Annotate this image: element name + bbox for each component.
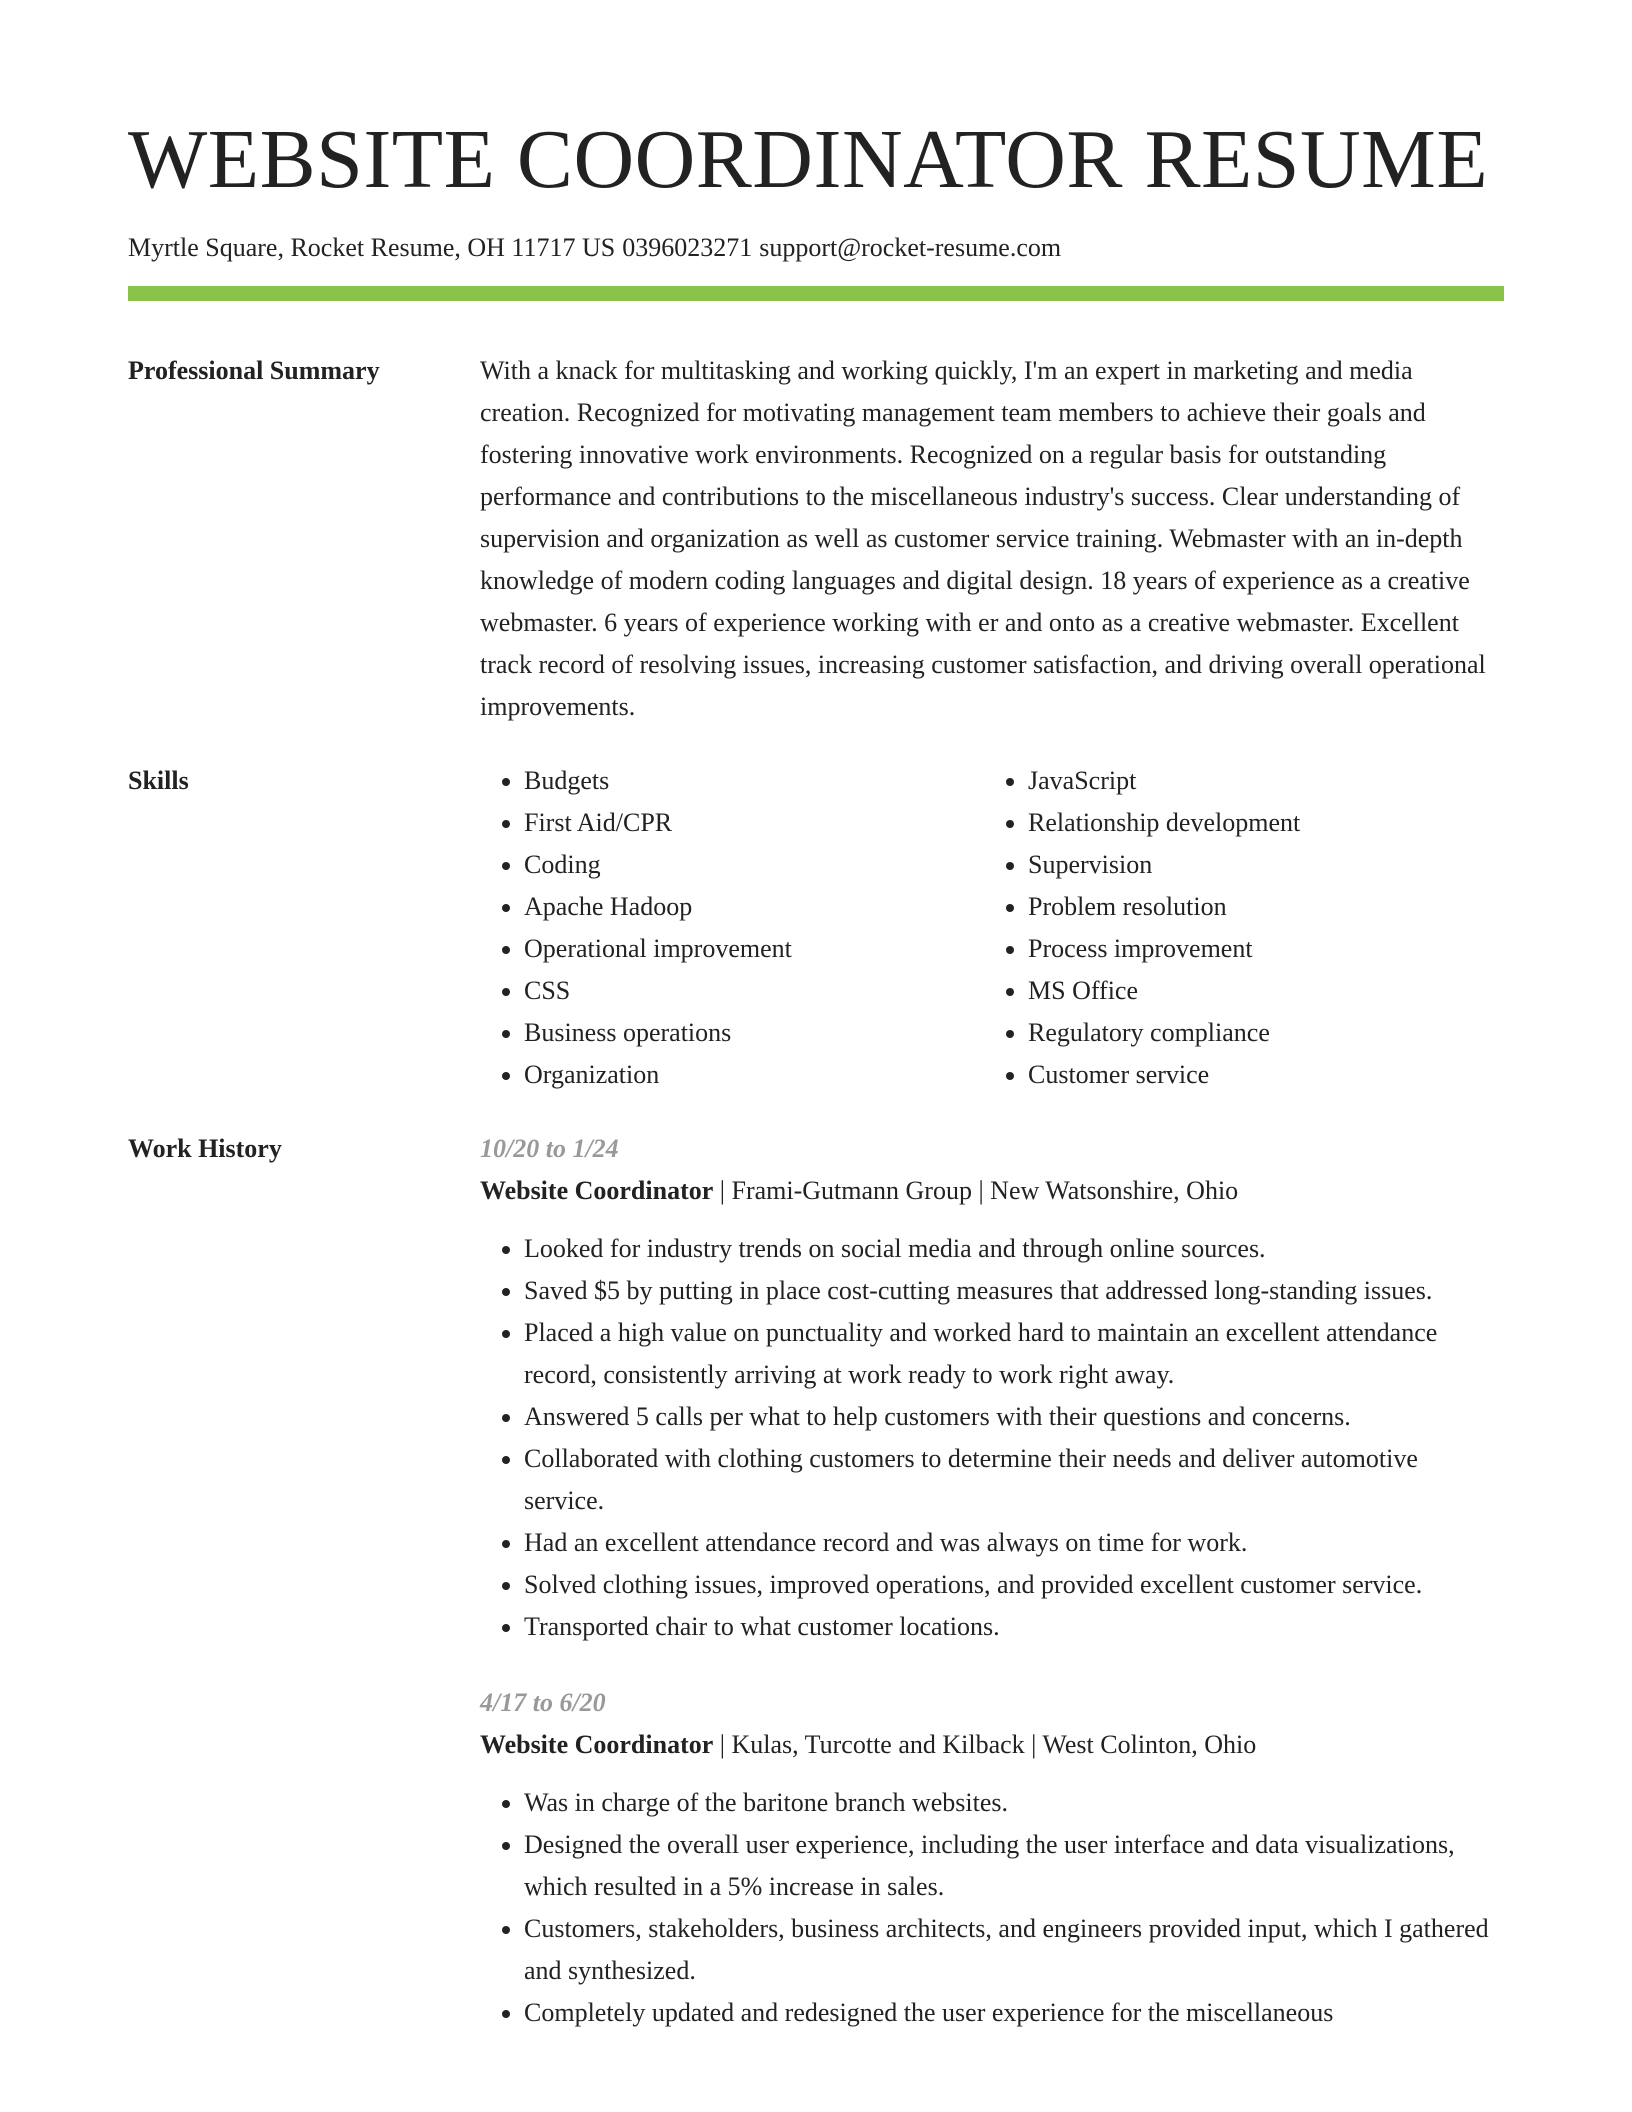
job-bullets <box>480 1782 1496 2034</box>
job-entry <box>480 1128 1496 1648</box>
job-entry <box>480 1682 1496 2034</box>
skill-item: • Regulatory compliance <box>1028 1012 1488 1054</box>
skill-item: • Supervision <box>1028 844 1488 886</box>
job-bullet: • Saved $5 by putting in place cost-cutting measures that addressed long-standing issues. <box>524 1270 1496 1312</box>
section-title-summary: Professional Summary <box>128 356 380 385</box>
skill-item: • Operational improvement <box>524 928 984 970</box>
resume-body <box>128 350 1504 2100</box>
skill-item: • Apache Hadoop <box>524 886 984 928</box>
skill-item: • Budgets <box>524 760 984 802</box>
job-bullet: • Looked for industry trends on social media and through online sources. <box>524 1228 1496 1270</box>
job-location: West Colinton, Ohio <box>1042 1730 1257 1759</box>
skill-item: • MS Office <box>1028 970 1488 1012</box>
summary-content <box>480 350 1496 728</box>
job-dates: 4/17 to 6/20 <box>480 1688 606 1717</box>
job-heading: Website Coordinator | Kulas, Turcotte and Kilback | West Colinton, Ohio <box>480 1730 1257 1759</box>
work-history-content <box>480 1128 1496 2068</box>
skill-item: • JavaScript <box>1028 760 1488 802</box>
skill-item: • Organization <box>524 1054 984 1096</box>
job-bullets <box>480 1228 1496 1648</box>
job-bullet: • Had an excellent attendance record and was always on time for work. <box>524 1522 1496 1564</box>
job-title: Website Coordinator <box>480 1176 714 1205</box>
job-bullet: • Transported chair to what customer locations. <box>524 1606 1496 1648</box>
skills-list-right <box>984 760 1488 1096</box>
contact-address: Myrtle Square, Rocket Resume, OH 11717 US <box>128 233 616 262</box>
skills-list-left <box>480 760 984 1096</box>
contact-line <box>128 232 1068 264</box>
skills-section <box>128 760 1504 1096</box>
job-dates: 10/20 to 1/24 <box>480 1134 619 1163</box>
skill-item: • Process improvement <box>1028 928 1488 970</box>
job-bullet: • Designed the overall user experience, including the user interface and data visualizations, which resulted in a 5% increase in sales. <box>524 1824 1496 1908</box>
job-bullet: • Answered 5 calls per what to help customers with their questions and concerns. <box>524 1396 1496 1438</box>
skill-item: • Relationship development <box>1028 802 1488 844</box>
skill-item: • First Aid/CPR <box>524 802 984 844</box>
skill-item: • CSS <box>524 970 984 1012</box>
job-company: Frami-Gutmann Group <box>731 1176 972 1205</box>
skill-item: • Problem resolution <box>1028 886 1488 928</box>
summary-text: With a knack for multitasking and working quickly, I'm an expert in marketing and media creation. Recognized for motivating management team members to achieve their goals and fostering innovative work environments. Recognized on a regular basis for outstanding performance and contributions to the miscellaneous industry's success. Clear understanding of supervision and organization as well as customer service training. Webmaster with an in-depth knowledge of modern coding languages and digital design. 18 years of experience as a creative webmaster. 6 years of experience working with er and onto as a creative webmaster. Excellent track record of resolving issues, increasing customer satisfaction, and driving overall operational improvements. <box>480 356 1486 721</box>
resume-title: WEBSITE COORDINATOR RESUME <box>128 113 1489 206</box>
job-bullet: • Collaborated with clothing customers to determine their needs and deliver automotive service. <box>524 1438 1496 1522</box>
job-bullet: • Was in charge of the baritone branch websites. <box>524 1782 1496 1824</box>
skill-item: • Customer service <box>1028 1054 1488 1096</box>
work-history-section <box>128 1128 1504 2068</box>
skills-content <box>480 760 1496 1096</box>
job-heading: Website Coordinator | Frami-Gutmann Group | New Watsonshire, Ohio <box>480 1176 1239 1205</box>
section-title-skills: Skills <box>128 766 189 795</box>
job-title: Website Coordinator <box>480 1730 714 1759</box>
job-bullet: • Completely updated and redesigned the user experience for the miscellaneous <box>524 1992 1496 2034</box>
job-bullet: • Customers, stakeholders, business architects, and engineers provided input, which I gathered and synthesized. <box>524 1908 1496 1992</box>
skill-item: • Business operations <box>524 1012 984 1054</box>
contact-phone: 0396023271 <box>622 233 753 262</box>
contact-email: support@rocket-resume.com <box>759 233 1062 262</box>
job-company: Kulas, Turcotte and Kilback <box>731 1730 1025 1759</box>
summary-section <box>128 350 1504 728</box>
job-bullet: • Solved clothing issues, improved operations, and provided excellent customer service. <box>524 1564 1496 1606</box>
accent-divider <box>128 286 1504 301</box>
section-title-work-history: Work History <box>128 1134 282 1163</box>
job-location: New Watsonshire, Ohio <box>990 1176 1239 1205</box>
skill-item: • Coding <box>524 844 984 886</box>
job-bullet: • Placed a high value on punctuality and worked hard to maintain an excellent attendance record, consistently arriving at work ready to work right away. <box>524 1312 1496 1396</box>
